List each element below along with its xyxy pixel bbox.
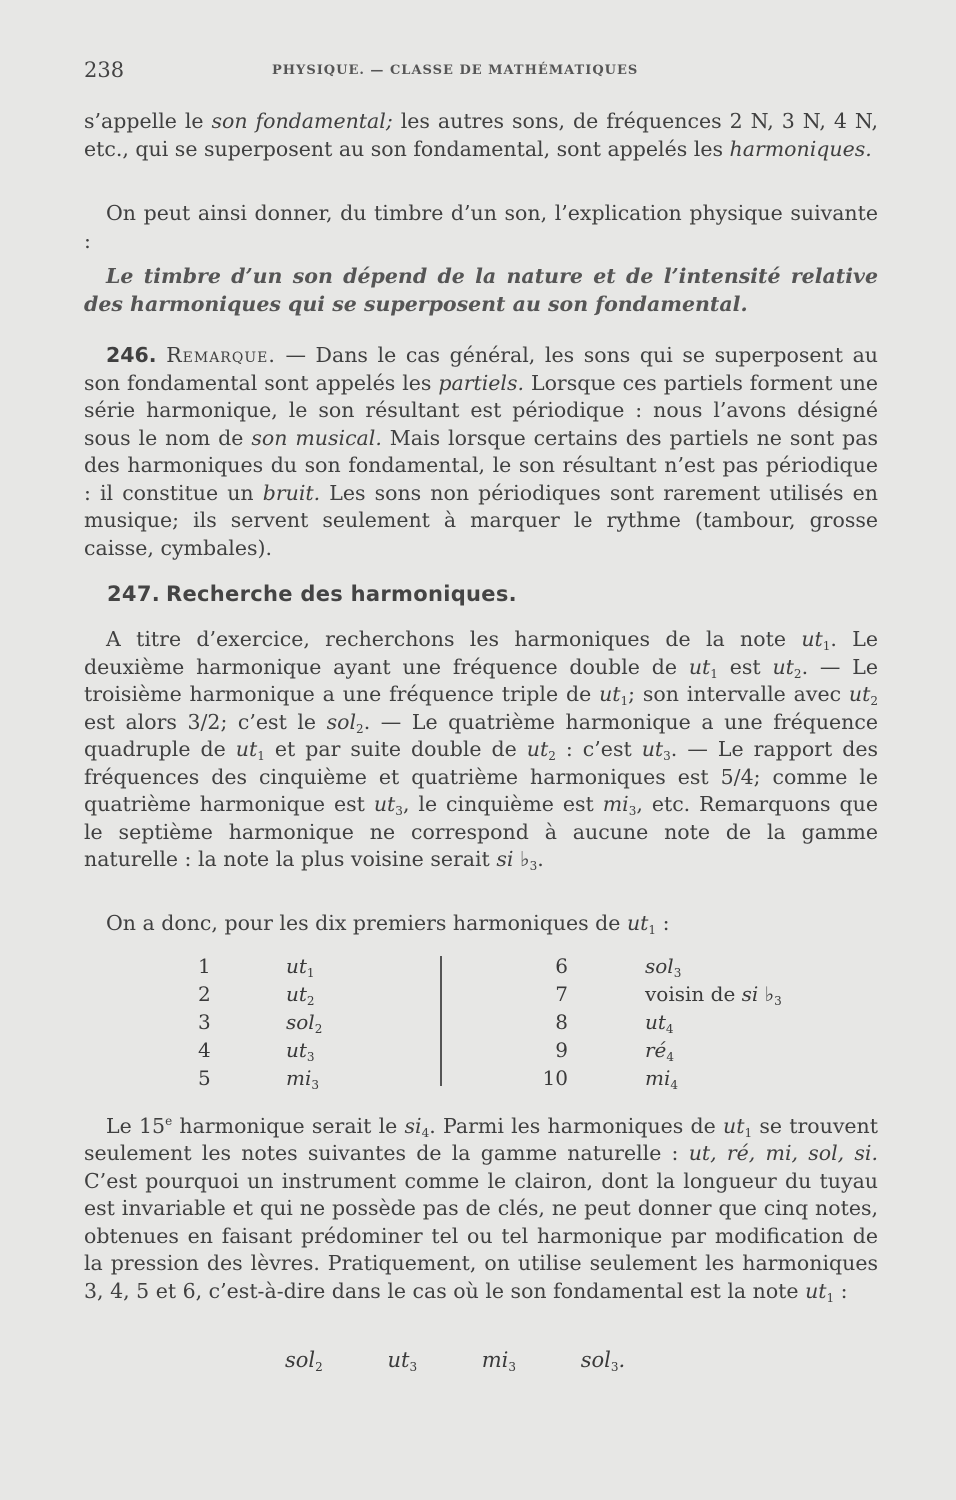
page-number: 238 [84, 58, 125, 82]
paragraph-timbre-intro: On peut ainsi donner, du timbre d’un son, l’explication physique suivante : [84, 201, 878, 253]
note-sol3: sol$_3$. [580, 1348, 626, 1374]
table-col-notes-left [286, 952, 322, 1092]
table-cell: $mi_3$ [286, 1066, 320, 1092]
table-cell: voisin de si $♭_3$ [645, 982, 782, 1008]
table-cell: 7 [555, 982, 568, 1006]
table-divider [440, 956, 442, 1086]
section-number-247: 247. [107, 582, 161, 606]
section-number-246: 246. [106, 343, 157, 367]
table-cell: 6 [555, 954, 568, 978]
note-mi3: $mi_3$ [481, 1348, 517, 1374]
table-cell: $ut_4$ [645, 1010, 674, 1036]
paragraph-table-intro: On a donc, pour les dix premiers harmoniques de $ut_1$ : [106, 911, 670, 937]
section-246-remark: 246. Remarque. — Dans le cas général, les sons qui se superposent au son fondamental sont appelés les partiels. Lorsque ces partiels forment une série harmonique, le son résultant est périodique : nous l’avons désigné sous le nom de son musical. Mais lorsque certains des partiels ne sont pas des harmoniques du son fondamental, le son résultant n’est pas périodique : il constitue un bruit. Les sons non périodiques sont rarement utilisés en musique; ils servent seulement à marquer le rythme (tambour, grosse caisse, cymbales). [84, 343, 878, 560]
table-cell: $mi_4$ [645, 1066, 679, 1092]
paragraph-harmonics-search: A titre d’exercice, recherchons les harmoniques de la note $ut_1$. Le deuxième harmonique ayant une fréquence double de $ut_1$ est $ut_2$. — Le troisième harmonique a une fréquence triple de $ut_1$; son intervalle avec $ut_2$ est alors 3/2; c’est le sol$_2$. — Le quatrième harmonique a une fréquence quadruple de $ut_1$ et par suite double de $ut_2$ : c’est $ut_3$. — Le rapport des fréquences des cinquième et quatrième harmoniques est 5/4; comme le quatrième harmonique est $ut_3$, le cinquième est $mi_3$, etc. Remarquons que le septième harmonique ne correspond à aucune note de la gamme naturelle : la note la plus voisine serait si $♭_3$. [84, 627, 879, 873]
note-sol2: sol$_2$ [285, 1348, 323, 1374]
section-247-title: Recherche des harmoniques. [166, 582, 517, 606]
remark-label: Remarque. [166, 343, 276, 367]
table-cell: 9 [555, 1038, 568, 1062]
table-cell: 2 [198, 982, 211, 1006]
table-col-notes-right [645, 952, 782, 1092]
note-ut3: $ut_3$ [387, 1348, 418, 1374]
table-cell: 4 [198, 1038, 211, 1062]
table-cell: $ut_1$ [286, 954, 315, 980]
table-col-numbers-right [542, 952, 568, 1092]
table-cell: $ut_2$ [286, 982, 315, 1008]
section-247-heading [107, 582, 517, 606]
table-col-numbers-left [198, 952, 211, 1092]
table-cell: 10 [542, 1066, 568, 1090]
table-cell: 1 [198, 954, 211, 978]
paragraph-clairon: Le 15e harmonique serait le $si_4$. Parmi les harmoniques de $ut_1$ se trouvent seulement les notes suivantes de la gamme naturelle : ut, ré, mi, sol, si. C’est pourquoi un instrument comme le clairon, dont la longueur du tuyau est invariable et qui ne possède pas de clés, ne peut donner que cinq notes, obtenues en faisant prédominer tel ou tel harmonique par modification de la pression des lèvres. Pratiquement, on utilise seulement les harmoniques 3, 4, 5 et 6, c’est-à-dire dans le cas où le son fondamental est la note $ut_1$ : [84, 1113, 879, 1305]
table-cell: 3 [198, 1010, 211, 1034]
table-cell: $ut_3$ [286, 1038, 315, 1064]
page-header [84, 58, 874, 88]
table-cell: 8 [555, 1010, 568, 1034]
clairon-notes-line [285, 1348, 625, 1372]
paragraph-harmonics-definition: s’appelle le son fondamental; les autres sons, de fréquences 2 N, 3 N, 4 N, etc., qui se superposent au son fondamental, sont appelés les harmoniques. [84, 109, 878, 161]
table-cell: sol$_2$ [286, 1010, 323, 1036]
table-cell: 5 [198, 1066, 211, 1090]
harmonics-table [190, 952, 830, 1092]
timbre-definition: Le timbre d’un son dépend de la nature et de l’intensité relative des harmoniques qui se superposent au son fondamental. [84, 264, 878, 316]
table-cell: $ré_4$ [645, 1038, 675, 1064]
table-cell: sol$_3$ [645, 954, 682, 980]
running-title: PHYSIQUE. — CLASSE DE MATHÉMATIQUES [272, 63, 639, 78]
